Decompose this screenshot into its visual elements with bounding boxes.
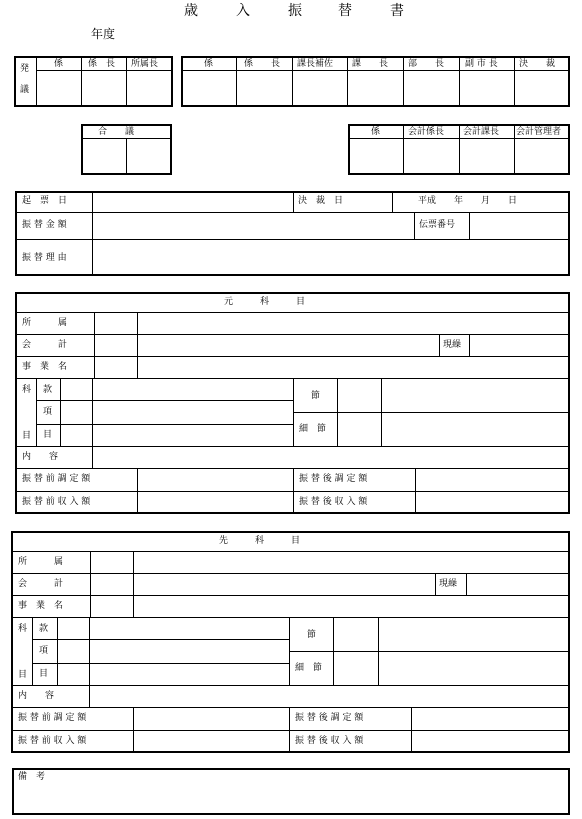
subject-label: 科 [22,385,32,395]
pre-income-label: 振 替 前 収 入 額 [18,736,87,746]
approval-col-header: 課 長 [352,59,389,69]
transfer-reason-field[interactable] [94,241,568,274]
consult-label: 合 議 [98,127,135,137]
kan-label: 款 [39,624,49,634]
remarks-box[interactable] [12,768,570,815]
title-char: 替 [338,3,352,19]
setsu-label: 節 [311,391,321,401]
project-name-label: 事 業 名 [18,601,64,611]
fiscal-year-label: 年度 [91,27,116,41]
pre-budget-label: 振 替 前 調 定 額 [22,474,91,484]
subject-label: 目 [18,670,28,680]
genkuri-label: 現繰 [443,340,462,350]
approval-col-header: 係 [54,59,64,69]
setsu-label: 節 [307,630,317,640]
drafted-date-label: 起 票 日 [22,196,68,206]
approval-col-header: 副 市 長 [465,59,498,69]
subject-label: 目 [22,431,32,441]
account-label: 会 計 [18,579,64,589]
post-budget-label: 振 替 後 調 定 額 [295,713,364,723]
content-label: 内 容 [22,452,59,462]
title-char: 振 [288,3,302,19]
approval-col-header: 係 [204,59,214,69]
voucher-number-field[interactable] [471,214,568,238]
approval-col-header: 課長補佐 [297,59,334,69]
transfer-amount-field[interactable] [94,214,413,238]
subject-label: 科 [18,624,28,634]
decision-date-label: 決 裁 日 [298,196,344,206]
dept-label: 所 属 [22,318,68,328]
approval-col-header: 係 長 [88,59,116,69]
account-label: 会 計 [22,340,68,350]
voucher-number-label: 伝票番号 [419,220,456,230]
drafted-date-field[interactable] [94,193,292,211]
pre-budget-label: 振 替 前 調 定 額 [18,713,87,723]
genkuri-label: 現繰 [439,579,458,589]
post-income-label: 振 替 後 収 入 額 [295,736,364,746]
kan-label: 款 [43,385,53,395]
title-char: 歳 [184,3,198,19]
kou-label: 項 [43,407,53,417]
section-title: 先 科 目 [219,536,301,546]
saisetsu-label: 細 節 [295,663,323,673]
accounting-col-header: 会計課長 [463,127,500,137]
dept-label: 所 属 [18,557,64,567]
pre-income-label: 振 替 前 収 入 額 [22,497,91,507]
seal-cell[interactable] [83,72,125,105]
title-char: 書 [390,3,404,19]
seal-cell[interactable] [38,72,80,105]
seal-cell[interactable] [128,72,171,105]
moku-label: 目 [39,669,49,679]
decision-date-format[interactable]: 平成 年 月 日 [418,196,518,206]
accounting-col-header: 会計管理者 [516,127,562,137]
title-char: 入 [236,3,250,19]
content-label: 内 容 [18,691,55,701]
approval-col-header: 係 長 [244,59,281,69]
transfer-reason-label: 振 替 理 由 [22,253,67,263]
approval-row-label: 発 [20,64,30,74]
accounting-col-header: 係 [371,127,381,137]
project-name-label: 事 業 名 [22,362,68,372]
moku-label: 目 [43,430,53,440]
transfer-amount-label: 振 替 金 額 [22,220,67,230]
dest-section [11,531,570,753]
approval-row-label: 議 [20,85,30,95]
approval-col-header: 所属長 [131,59,159,69]
remarks-label: 備 考 [18,772,46,782]
post-budget-label: 振 替 後 調 定 額 [299,474,368,484]
kou-label: 項 [39,646,49,656]
saisetsu-label: 細 節 [299,424,327,434]
approval-col-header: 決 裁 [519,59,556,69]
approval-col-header: 部 長 [408,59,445,69]
post-income-label: 振 替 後 収 入 額 [299,497,368,507]
section-title: 元 科 目 [224,297,306,307]
accounting-col-header: 会計係長 [408,127,445,137]
